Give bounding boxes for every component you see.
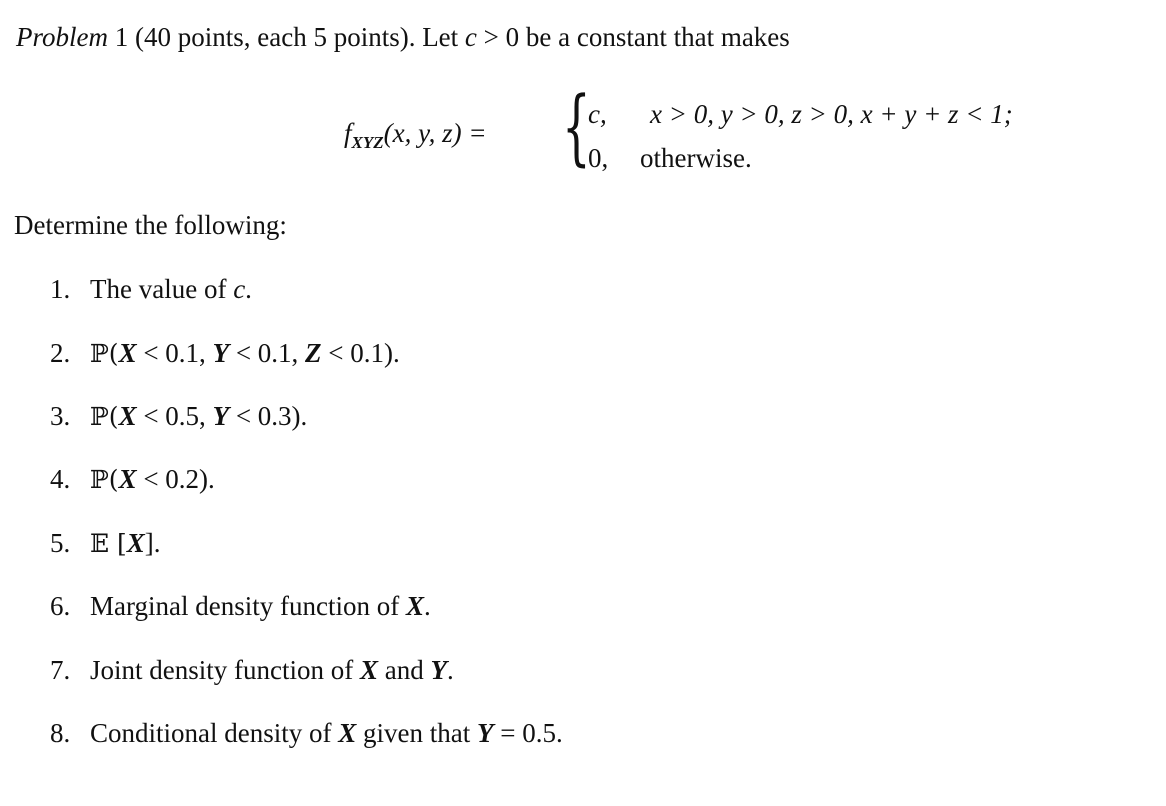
f-args: (x, y, z) = [383, 118, 487, 148]
problem-intro-tail: > 0 be a constant that makes [483, 22, 790, 52]
left-brace-icon: { [562, 80, 591, 175]
list-item: 4. ℙ(X < 0.2). [50, 464, 215, 494]
case1-condition: x > 0, y > 0, z > 0, x + y + z < 1; [650, 99, 1013, 129]
list-item: 2. ℙ(X < 0.1, Y < 0.1, Z < 0.1). [50, 338, 400, 368]
list-item: 7. Joint density function of X and Y. [50, 655, 454, 685]
list-item: 1. The value of c. [50, 274, 252, 304]
list-item: 6. Marginal density function of X. [50, 591, 431, 621]
f-symbol: f [344, 118, 352, 148]
f-subscript: XYZ [351, 133, 384, 152]
problem-intro: (40 points, each 5 points). Let [134, 22, 459, 52]
case2-value: 0, [588, 143, 609, 173]
constant-c: c [464, 22, 477, 52]
problem-label: Problem [16, 22, 108, 52]
list-item: 8. Conditional density of X given that Y = 0.5. [50, 718, 563, 748]
problem-number: 1 [114, 22, 129, 52]
determine-text: Determine the following: [14, 210, 287, 240]
problem-heading [16, 24, 790, 51]
formula-lhs [344, 118, 487, 152]
list-item: 5. 𝔼 [X]. [50, 528, 161, 558]
case2-condition: otherwise. [640, 143, 752, 173]
case1-value: c, [588, 99, 607, 129]
list-item: 3. ℙ(X < 0.5, Y < 0.3). [50, 401, 308, 431]
